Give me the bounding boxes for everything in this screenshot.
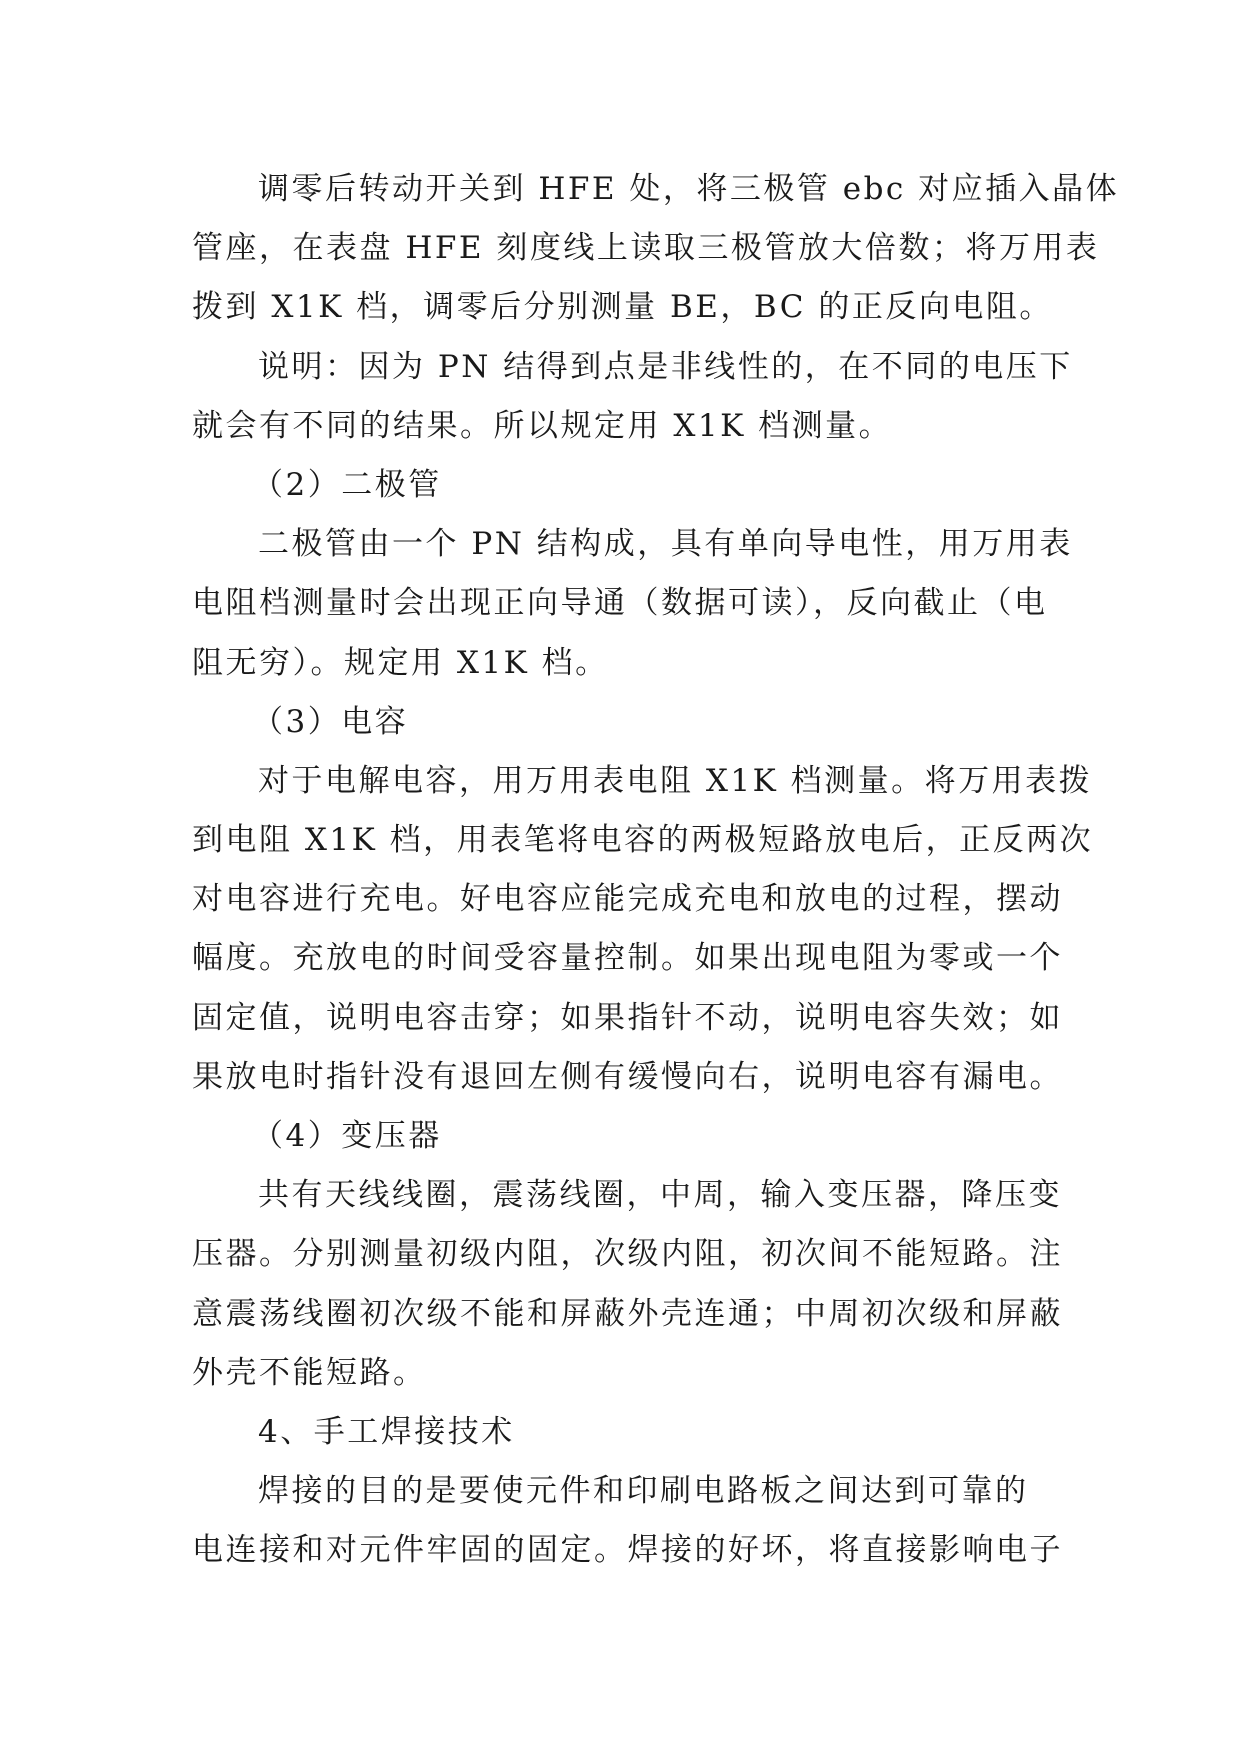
- paragraph-line: 调零后转动开关到 HFE 处，将三极管 ebc 对应插入晶体: [258, 171, 1120, 207]
- paragraph-line: 说明：因为 PN 结得到点是非线性的，在不同的电压下: [258, 348, 1073, 385]
- paragraph-line: 固定值，说明电容击穿；如果指针不动，说明电容失效；如: [192, 999, 1063, 1036]
- paragraph-line: 管座，在表盘 HFE 刻度线上读取三极管放大倍数；将万用表: [192, 230, 1100, 267]
- paragraph-line: 对于电解电容，用万用表电阻 X1K 档测量。将万用表拨: [258, 762, 1093, 799]
- section-heading-diode: （2）二极管: [252, 466, 442, 503]
- paragraph-line: 二极管由一个 PN 结构成，具有单向导电性，用万用表: [258, 526, 1073, 563]
- paragraph-line: 电连接和对元件牢固的固定。焊接的好坏，将直接影响电子: [192, 1532, 1063, 1569]
- paragraph-line: 拨到 X1K 档，调零后分别测量 BE，BC 的正反向电阻。: [192, 289, 1053, 326]
- section-heading-transformer: （4）变压器: [252, 1118, 442, 1154]
- paragraph-line: 对电容进行充电。好电容应能完成充电和放电的过程，摆动: [192, 881, 1063, 918]
- paragraph-line: 就会有不同的结果。所以规定用 X1K 档测量。: [192, 407, 893, 444]
- paragraph-line: 果放电时指针没有退回左侧有缓慢向右，说明电容有漏电。: [192, 1058, 1063, 1095]
- document-body: [192, 160, 1120, 1581]
- paragraph-line: 到电阻 X1K 档，用表笔将电容的两极短路放电后，正反两次: [192, 822, 1094, 859]
- paragraph-line: 幅度。充放电的时间受容量控制。如果出现电阻为零或一个: [192, 940, 1063, 977]
- paragraph-line: 压器。分别测量初级内阻，次级内阻，初次间不能短路。注: [192, 1236, 1063, 1273]
- paragraph-line: 电阻档测量时会出现正向导通（数据可读），反向截止（电: [192, 585, 1048, 622]
- paragraph-line: 外壳不能短路。: [192, 1354, 427, 1391]
- paragraph-line: 焊接的目的是要使元件和印刷电路板之间达到可靠的: [258, 1473, 1029, 1510]
- section-heading-capacitor: （3）电容: [252, 703, 409, 740]
- paragraph-line: 意震荡线圈初次级不能和屏蔽外壳连通；中周初次级和屏蔽: [192, 1295, 1063, 1332]
- paragraph-line: 共有天线线圈，震荡线圈，中周，输入变压器，降压变: [258, 1177, 1062, 1214]
- section-heading-soldering: 4、手工焊接技术: [258, 1413, 515, 1450]
- paragraph-line: 阻无穷）。规定用 X1K 档。: [192, 644, 609, 681]
